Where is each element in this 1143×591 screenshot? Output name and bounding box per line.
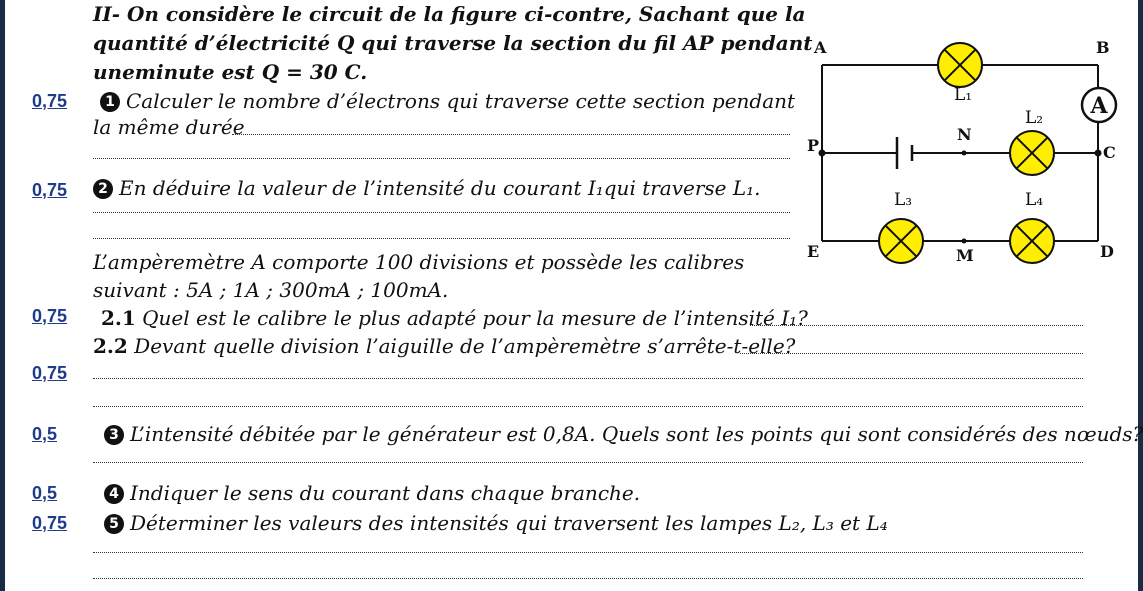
point-n — [962, 151, 967, 156]
label-c: C — [1103, 143, 1116, 162]
score-q5: 0,75 — [32, 513, 68, 533]
ammeter-letter: A — [1090, 93, 1108, 119]
q3-number-badge: 3 — [104, 425, 124, 445]
answer-line — [93, 212, 790, 213]
question-2-2 — [93, 334, 795, 358]
question-4 — [104, 481, 640, 505]
label-d: D — [1100, 242, 1114, 261]
label-a: A — [814, 38, 827, 57]
q5-text: Déterminer les valeurs des intensités qui traversent les lampes L₂, L₃ et L₄ — [130, 511, 888, 535]
lamp-l3 — [879, 219, 923, 263]
question-5 — [104, 511, 888, 535]
label-e: E — [807, 242, 820, 261]
q2-text: En déduire la valeur de l’intensité du courant I₁qui traverse L₁. — [119, 176, 761, 200]
answer-line — [93, 578, 1083, 579]
question-2 — [93, 176, 761, 200]
answer-line — [93, 158, 790, 159]
answer-line — [93, 238, 790, 239]
ammeter-symbol — [1082, 88, 1116, 122]
score-q1: 0,75 — [32, 91, 68, 111]
question-3 — [104, 422, 1143, 446]
q4-text: Indiquer le sens du courant dans chaque branche. — [130, 481, 641, 505]
score-q3: 0,5 — [32, 424, 58, 444]
q4-number-badge: 4 — [104, 484, 124, 504]
q3-text: L’intensité débitée par le générateur est 0,8A. Quels sont les points qui sont considérés des nœuds? — [130, 422, 1143, 446]
question-2-1 — [101, 306, 808, 330]
label-p: P — [807, 136, 820, 155]
q2-2-text: Devant quelle division l’aiguille de l’ampèremètre s’arrête-t-elle? — [134, 334, 796, 358]
left-border — [0, 0, 5, 591]
label-l4: L₄ — [1025, 190, 1044, 210]
ammeter-line-1: L’ampèremètre A comporte 100 divisions et possède les calibres — [93, 250, 745, 274]
score-q2-2: 0,75 — [32, 363, 68, 383]
answer-line — [93, 378, 1083, 379]
intro-line-1: II- On considère le circuit de la figure ci-contre, Sachant que la — [93, 2, 806, 26]
q1-text-line-1: Calculer le nombre d’électrons qui traverse cette section pendant — [126, 89, 796, 113]
answer-line — [93, 552, 1083, 553]
question-1 — [100, 89, 795, 113]
label-l1: L₁ — [954, 85, 973, 105]
label-l3: L₃ — [894, 190, 913, 210]
intro-line-3: uneminute est Q = 30 C. — [93, 60, 368, 84]
answer-line — [232, 134, 790, 135]
q2-1-number: 2.1 — [101, 306, 136, 330]
lamp-l1 — [938, 43, 982, 87]
score-q2-1: 0,75 — [32, 306, 68, 326]
label-b: B — [1096, 38, 1110, 57]
answer-line — [93, 462, 1083, 463]
point-m — [962, 239, 967, 244]
label-l2: L₂ — [1025, 108, 1044, 128]
ammeter-line-2: suivant : 5A ; 1A ; 300mA ; 100mA. — [93, 278, 449, 302]
q2-1-text: Quel est le calibre le plus adapté pour la mesure de l’intensité I₁? — [142, 306, 808, 330]
q1-text-line-2: la même durée — [93, 115, 245, 139]
lamp-l4 — [1010, 219, 1054, 263]
circuit-diagram — [800, 25, 1130, 270]
answer-line — [740, 353, 1083, 354]
q2-2-number: 2.2 — [93, 334, 128, 358]
lamp-l2 — [1010, 131, 1054, 175]
score-q4: 0,5 — [32, 483, 58, 503]
node-c — [1095, 150, 1102, 157]
answer-line — [93, 406, 1083, 407]
right-border — [1138, 0, 1143, 591]
q2-number-badge: 2 — [93, 179, 113, 199]
label-n: N — [957, 125, 972, 144]
score-q2: 0,75 — [32, 180, 68, 200]
q1-number-badge: 1 — [100, 92, 120, 112]
q5-number-badge: 5 — [104, 514, 124, 534]
answer-line — [750, 325, 1083, 326]
label-m: M — [956, 246, 974, 265]
intro-line-2: quantité d’électricité Q qui traverse la section du fil AP pendant — [93, 31, 813, 55]
node-p — [819, 150, 826, 157]
